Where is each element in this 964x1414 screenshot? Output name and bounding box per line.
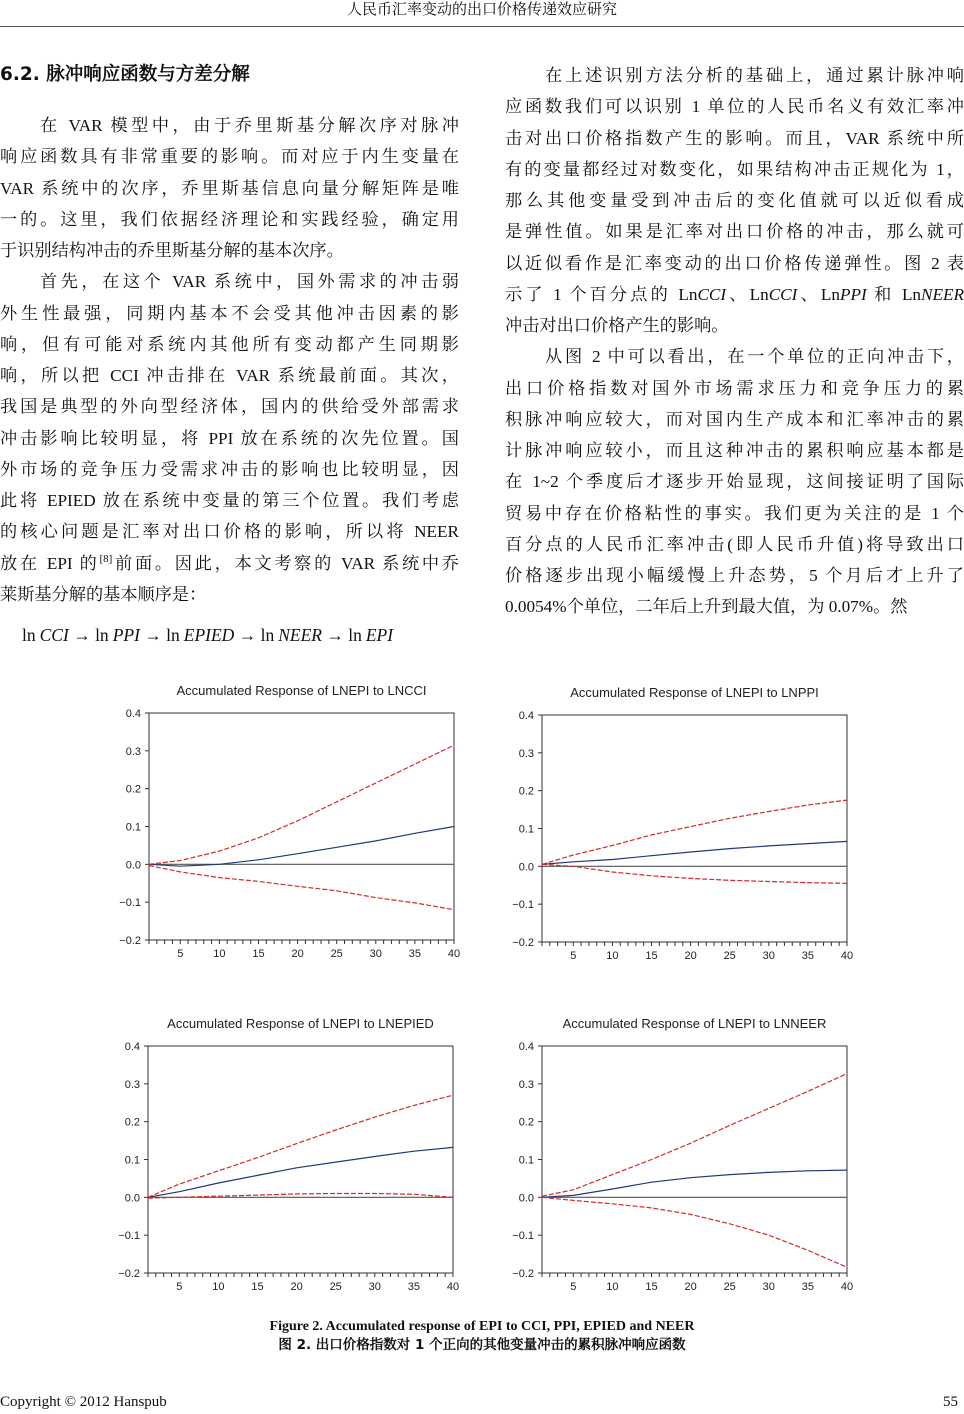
ordering-formula [22,620,393,650]
x-tick-label: 40 [446,1281,460,1293]
y-tick-label: 0.1 [518,823,534,836]
text-line: 0.0054%个单位，二年后上升到最大值，为 0.07%。然 [505,597,908,617]
y-tick-label: −0.1 [512,899,534,912]
text-line: 以近似看作是汇率变动的出口价格传递弹性。图 2 表 [505,253,964,273]
text-line: 外市场的竞争压力受需求冲击的影响也比较明显，因 [0,459,459,479]
x-tick-label: 25 [329,1281,342,1293]
x-tick-label: 20 [290,1281,303,1293]
text-run: → [68,625,96,645]
y-tick-label: −0.1 [119,897,141,910]
text-line: 应函数我们可以识别 1 单位的人民币名义有效汇率冲 [505,97,964,117]
response-line [148,1147,453,1197]
y-tick-label: 0.4 [125,708,141,720]
y-tick-label: −0.2 [512,1268,534,1280]
y-tick-label: 0.4 [518,710,534,722]
x-tick-label: 15 [645,950,658,962]
text-line: 有的变量都经过对数变化，如果结构冲击正规化为 1， [505,159,964,179]
running-title: 人民币汇率变动的出口价格传递效应研究 [346,2,617,18]
text-run: ln [260,625,275,645]
text-run: 和 Ln [866,284,922,304]
x-tick-label: 30 [762,1281,775,1293]
x-tick-label: 25 [330,948,343,960]
text-run: PPI [839,284,867,304]
text-run: 前面。因此，本文考察的 VAR 系统中乔 [112,553,459,573]
x-tick-label: 40 [447,948,461,960]
y-tick-label: 0.3 [518,747,534,760]
chart-title: Accumulated Response of LNEPI to LNPPI [570,685,819,700]
confidence-band-lower [542,1197,847,1267]
header-divider [0,26,964,27]
y-tick-label: 0.3 [124,1078,140,1091]
x-tick-label: 25 [723,1281,736,1293]
x-tick-label: 10 [606,1281,619,1293]
text-run: CCI [768,284,798,304]
y-tick-label: 0.3 [125,745,141,758]
chart-response-to-neer [498,1013,858,1303]
y-tick-label: −0.1 [512,1230,534,1243]
x-tick-label: 10 [213,948,226,960]
text-run: ln [348,625,362,645]
response-line [149,827,454,867]
x-tick-label: 20 [684,950,697,962]
y-tick-label: 0.2 [124,1116,140,1129]
figure-caption-zh: 图 2. 出口价格指数对 1 个正向的其他变量冲击的累积脉冲响应函数 [278,1337,686,1353]
text-line: 一的。这里，我们依据经济理论和实践经验，确定用 [0,209,459,229]
y-tick-label: 0.2 [518,785,534,798]
text-run: PPI [112,625,140,645]
text-run: NEER [921,284,964,304]
plot-frame [542,1046,847,1273]
text-line: 的核心问题是汇率对出口价格的影响，所以将 NEER [0,522,459,542]
x-tick-label: 20 [291,948,304,960]
y-tick-label: 0.0 [124,1192,140,1205]
x-tick-label: 25 [723,950,736,962]
text-run: ln [95,625,109,645]
chart-response-to-epied [104,1013,464,1303]
y-tick-label: 0.4 [518,1041,534,1053]
text-line: 在上述识别方法分析的基础上，通过累计脉冲响 [545,66,964,85]
x-tick-label: 15 [251,1281,264,1293]
chart-response-to-cci [105,680,465,970]
y-tick-label: −0.2 [512,937,534,949]
x-tick-label: 5 [570,1281,577,1293]
text-line: 从图 2 中可以看出，在一个单位的正向冲击下， [545,347,964,367]
x-tick-label: 20 [684,1281,697,1293]
text-run: 、Ln [797,284,840,304]
x-tick-label: 40 [840,950,854,962]
confidence-band-lower [149,866,454,910]
y-tick-label: 0.3 [518,1078,534,1091]
y-tick-label: 0.2 [125,783,141,796]
y-tick-label: 0.4 [124,1041,140,1053]
text-run: ln [166,625,180,645]
text-line: 响，但有可能对系统内其他所有变动都产生同期影 [0,334,459,354]
text-line: 在 VAR 模型中，由于乔里斯基分解次序对脉冲 [40,116,459,135]
chart-svg [104,1013,464,1303]
chart-response-to-ppi [498,682,858,972]
text-line: 价格逐步出现小幅缓慢上升态势，5 个月后才上升了 [505,566,964,585]
plot-frame [148,1046,453,1273]
chart-svg [105,680,465,970]
x-tick-label: 35 [407,1281,421,1293]
x-tick-label: 5 [176,1281,183,1293]
x-tick-label: 5 [570,950,577,962]
response-line [542,841,847,864]
text-run: EPIED [183,625,235,645]
y-tick-label: 0.1 [124,1154,140,1167]
text-line: 击对出口价格指数产生的影响。而且，VAR 系统中所 [505,128,964,148]
chart-title: Accumulated Response of LNEPI to LNEPIED [167,1016,434,1031]
text-line: 响应函数具有非常重要的影响。而对应于内生变量在 [0,147,459,167]
x-tick-label: 30 [368,1281,381,1293]
text-line [0,548,459,579]
y-tick-label: −0.2 [119,935,141,947]
text-line: 外生性最强，同期内基本不会受其他冲击因素的影 [0,303,459,323]
text-line: 是弹性值。如果是汇率对出口价格的冲击，那么就可 [505,222,964,242]
citation-superscript[interactable]: [8] [99,552,113,565]
x-tick-label: 40 [840,1281,854,1293]
text-line: 积脉冲响应较大，而对国内生产成本和汇率冲击的累 [505,409,964,429]
response-line [542,1170,847,1197]
y-tick-label: 0.1 [518,1154,534,1167]
x-tick-label: 10 [606,950,619,962]
text-run: EPI [365,625,394,645]
figure-caption-en: Figure 2. Accumulated response of EPI to CCI, PPI, EPIED and NEER [269,1319,695,1334]
chart-svg [498,1013,858,1303]
text-line [505,279,964,310]
text-line: 首先，在这个 VAR 系统中，国外需求的冲击弱 [40,272,459,292]
y-tick-label: −0.1 [118,1230,140,1243]
text-run: → [139,625,167,645]
x-tick-label: 10 [212,1281,225,1293]
y-tick-label: 0.0 [518,1192,534,1205]
text-line: 计脉冲响应较小，而且这种冲击的累积响应基本都是 [505,441,964,460]
text-line: 出口价格指数对国外市场需求压力和竞争压力的累 [505,378,964,398]
chart-title: Accumulated Response of LNEPI to LNCCI [176,683,427,698]
x-tick-label: 15 [252,948,265,960]
left-column [0,110,459,610]
x-tick-label: 35 [801,950,815,962]
right-column [505,60,964,623]
chart-svg [498,682,858,972]
page-number: 55 [943,1394,958,1410]
text-run: 、Ln [726,284,769,304]
text-line: 莱斯基分解的基本顺序是： [0,584,207,604]
y-tick-label: 0.0 [518,861,534,874]
x-tick-label: 15 [645,1281,658,1293]
text-line: 响，所以把 CCI 冲击排在 VAR 系统最前面。其次， [0,366,459,385]
chart-title: Accumulated Response of LNEPI to LNNEER [562,1016,827,1031]
plot-frame [149,713,454,940]
copyright: Copyright © 2012 Hanspub [0,1394,167,1410]
text-run: ln [22,625,36,645]
text-line: 在 1~2 个季度后才逐步开始显现，这间接证明了国际 [505,472,964,492]
x-tick-label: 30 [762,950,775,962]
text-line: VAR 系统中的次序，乔里斯基信息向量分解矩阵是唯 [0,178,459,198]
y-tick-label: 0.2 [518,1116,534,1129]
confidence-band-lower [542,864,847,883]
text-run: → [321,625,349,645]
confidence-band-upper [542,800,847,864]
text-run: 放在 EPI 的 [0,553,100,573]
text-line: 我国是典型的外向型经济体，国内的供给受外部需求 [0,397,459,417]
plot-frame [542,715,847,942]
text-line: 于识别结构冲击的乔里斯基分解的基本次序。 [0,241,344,260]
text-run: 示了 1 个百分点的 Ln [505,284,698,304]
y-tick-label: −0.2 [118,1268,140,1280]
x-tick-label: 35 [408,948,422,960]
y-tick-label: 0.0 [125,859,141,872]
confidence-band-upper [148,1095,453,1197]
text-line: 冲击对出口价格产生的影响。 [505,316,729,335]
x-tick-label: 5 [177,948,184,960]
text-run: CCI [39,625,69,645]
x-tick-label: 30 [369,948,382,960]
text-line: 百分点的人民币汇率冲击(即人民币升值)将导致出口 [505,534,964,554]
text-line: 那么其他变量受到冲击后的变化值就可以近似看成 [505,191,964,210]
text-line: 冲击影响比较明显，将 PPI 放在系统的次先位置。国 [0,428,459,448]
text-line: 贸易中存在价格粘性的事实。我们更为关注的是 1 个 [505,503,964,523]
confidence-band-upper [149,745,454,864]
section-title: 6.2. 脉冲响应函数与方差分解 [0,64,250,85]
text-line: 此将 EPIED 放在系统中变量的第三个位置。我们考虑 [0,491,459,510]
x-tick-label: 35 [801,1281,815,1293]
y-tick-label: 0.1 [125,821,141,834]
text-run: → [234,625,261,645]
text-run: NEER [278,625,322,645]
text-run: CCI [697,284,727,304]
